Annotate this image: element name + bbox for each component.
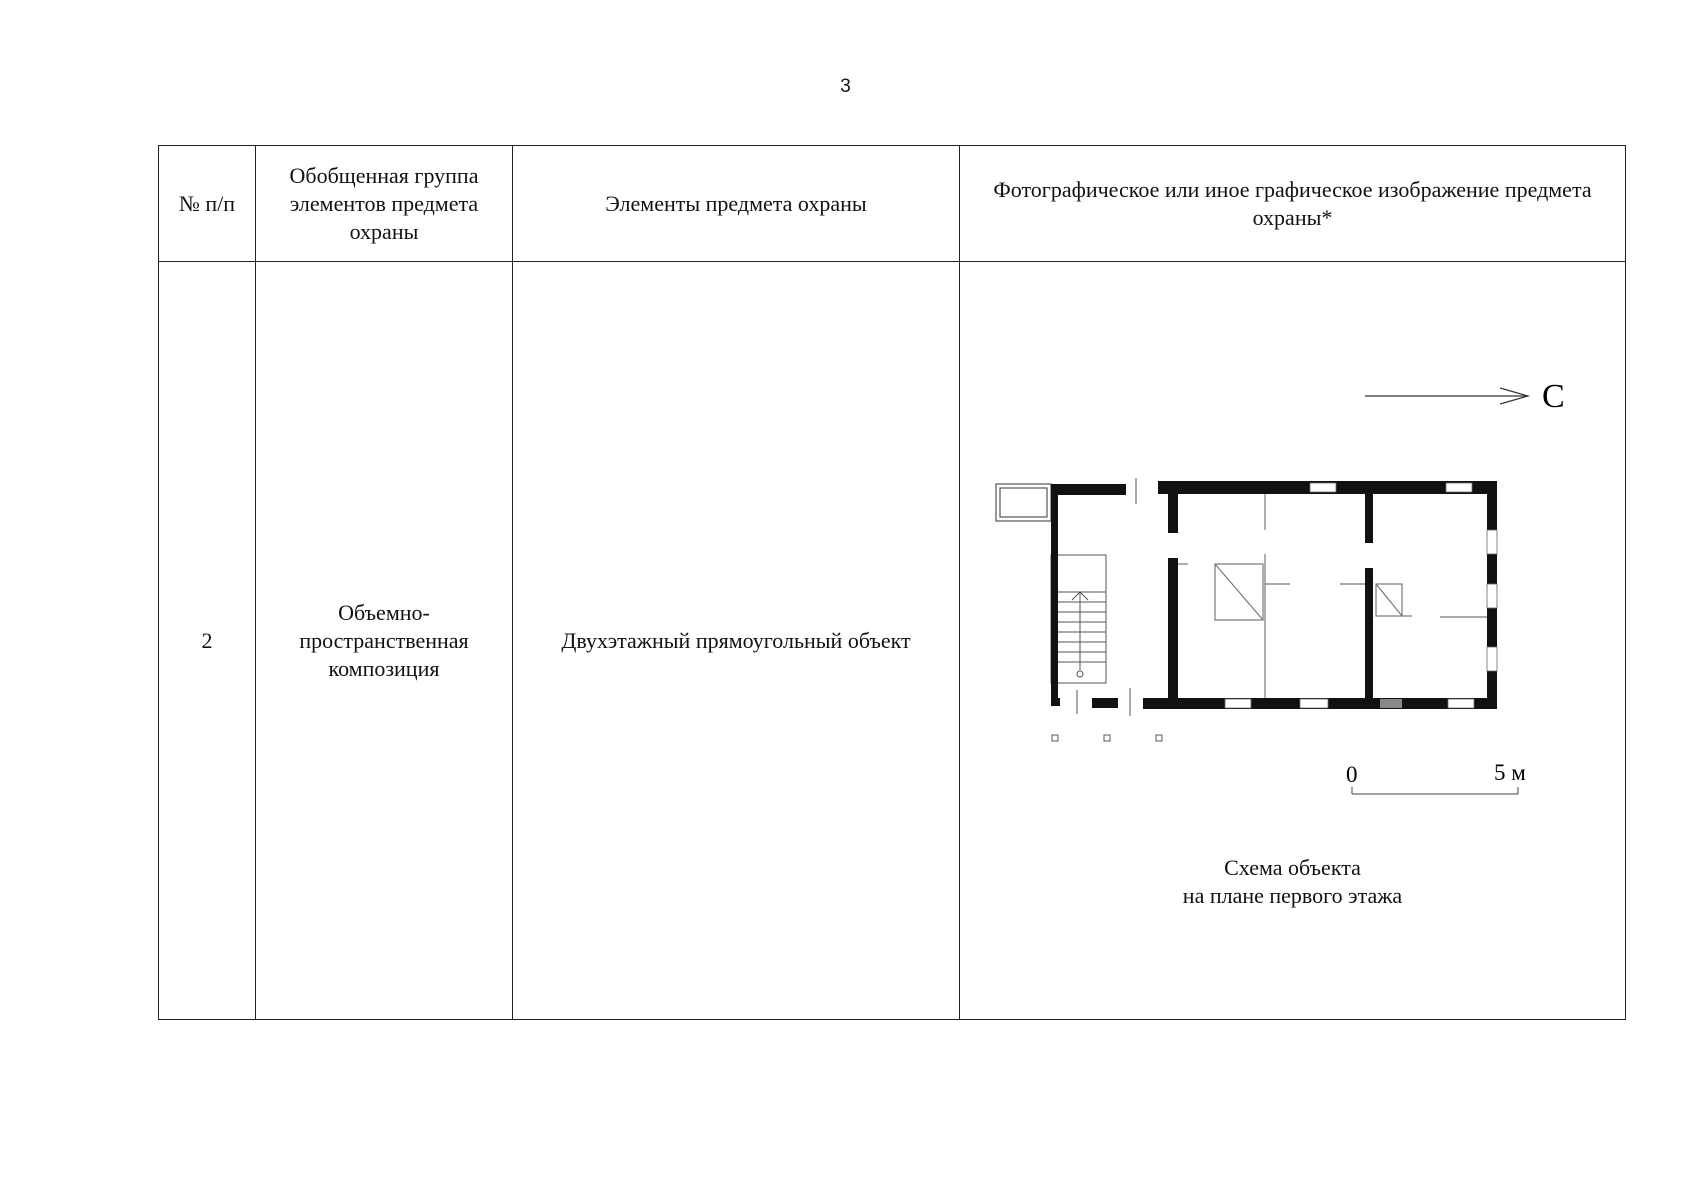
caption-line-1: Схема объекта xyxy=(1224,855,1361,880)
annex-walls xyxy=(1051,484,1126,708)
table-header-row xyxy=(159,146,1626,262)
cell-number: 2 xyxy=(159,262,256,1020)
header-image: Фотографическое или иное графическое изображение предмета охраны* xyxy=(960,146,1626,262)
header-group: Обобщенная группа элементов предмета охраны xyxy=(256,146,513,262)
annex-outline xyxy=(996,484,1051,521)
plan-caption xyxy=(960,854,1625,910)
protection-table xyxy=(158,145,1626,1020)
hatched-window xyxy=(1380,699,1402,708)
north-arrow xyxy=(1365,388,1528,404)
header-number: № п/п xyxy=(159,146,256,262)
cell-element: Двухэтажный прямоугольный объект xyxy=(513,262,960,1020)
north-label: С xyxy=(1542,378,1565,415)
interior-partitions xyxy=(1178,494,1487,698)
page-number: 3 xyxy=(840,76,851,97)
cell-group: Объемно-пространственная композиция xyxy=(256,262,513,1020)
scale-end: 5 м xyxy=(1494,760,1526,785)
caption-line-2: на плане первого этажа xyxy=(1182,883,1403,908)
main-walls xyxy=(1143,481,1497,709)
staircase xyxy=(1051,555,1106,683)
header-elements: Элементы предмета охраны xyxy=(513,146,960,262)
windows xyxy=(1225,483,1497,708)
cell-image xyxy=(960,262,1626,1020)
columns xyxy=(1052,735,1162,741)
table-row xyxy=(159,262,1626,1020)
scale-zero: 0 xyxy=(1346,762,1358,787)
scale-bar xyxy=(1352,787,1518,794)
